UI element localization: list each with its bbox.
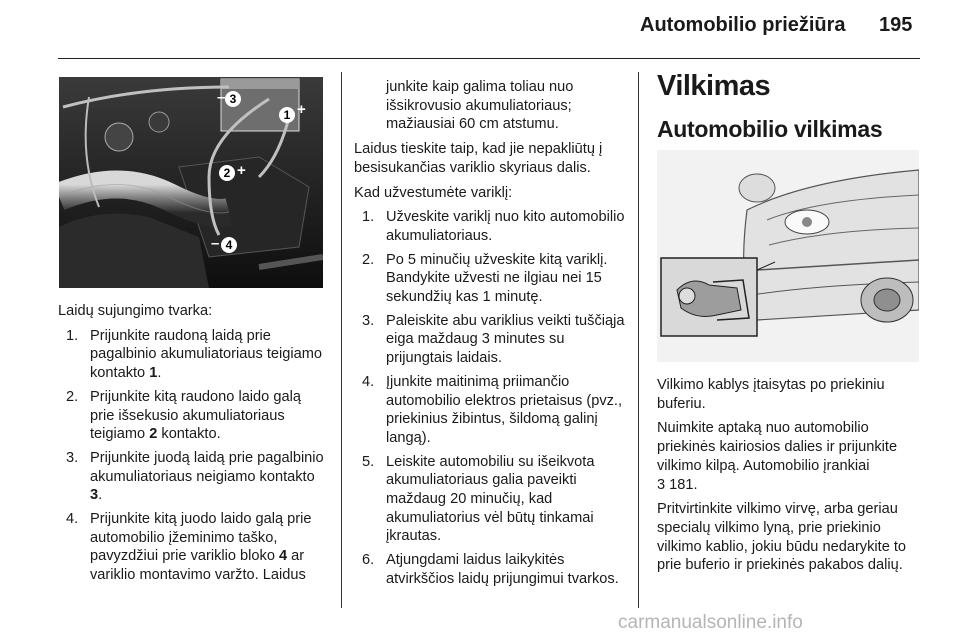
car-front-drawing xyxy=(657,150,919,362)
callout-2: 2 xyxy=(219,165,235,181)
list-item: 3. Prijunkite juodą laidą prie pagalbinio akumuliatoriaus neigiamo kontakto 3. xyxy=(66,449,324,504)
column-divider-left xyxy=(341,72,342,608)
start-steps xyxy=(354,208,630,588)
towing-rope-instructions: Pritvirtinkite vilkimo virvę, arba geriau specialų vilkimo lyną, prie priekinio vilkimo kablio, jokiu būdu nedarykite to prie buferio ir priekinės pakabos dalių. xyxy=(657,501,907,574)
subsection-heading: Automobilio vilkimas xyxy=(657,116,883,142)
page-number: 195 xyxy=(879,14,913,36)
routing-paragraph: Laidus tieskite taip, kad jie nepakliūtų į besisukančias variklio skyriaus dalis. xyxy=(354,141,603,176)
connection-steps xyxy=(58,327,328,585)
callout-3-sign: – xyxy=(217,89,226,106)
callout-2-sign: + xyxy=(237,162,246,179)
callout-1-sign: + xyxy=(297,101,306,118)
middle-column xyxy=(354,78,630,594)
list-item: 5. Leiskite automobiliu su išeikvota akumuliatoriaus galia paveikti maždaug 20 minučių, kad akumuliatorius vėl būtų tinkamai įkrautas. xyxy=(362,453,595,545)
list-item: 2. Po 5 minučių užveskite kitą variklį. Bandykite užvesti ne ilgiau nei 15 sekundžių kas 1 minutę. xyxy=(362,251,608,306)
list-item: 1. Prijunkite raudoną laidą prie pagalbinio akumuliatoriaus teigiamo kontakto 1. xyxy=(66,327,323,382)
left-column xyxy=(58,302,328,590)
list-item: 6. Atjungdami laidus laikykitės atvirkščios laidų prijungimui tvarkos. xyxy=(362,552,619,587)
callout-4: 4 xyxy=(221,237,237,253)
page-header-title: Automobilio priežiūra xyxy=(640,14,846,36)
connection-intro: Laidų sujungimo tvarka: xyxy=(58,303,213,319)
towing-illustration xyxy=(657,150,919,362)
column-divider-right xyxy=(638,72,639,608)
list-item: 2. Prijunkite kitą raudono laido galą prie išsekusio akumuliatoriaus teigiamo 2 kontakto. xyxy=(66,388,301,443)
continuation-text: junkite kaip galima toliau nuo išsikrovusio akumuliatoriaus; mažiausiai 60 cm atstumu. xyxy=(386,79,574,133)
callout-3: 3 xyxy=(225,91,241,107)
page-reference-arrow-icon: 3 xyxy=(657,476,666,493)
jump-start-illustration xyxy=(59,77,323,288)
section-heading: Vilkimas xyxy=(657,70,771,102)
list-item: 4. Įjunkite maitinimą priimančio automobilio elektros prietaisus (pvz., priekinius žibintus, šildomą galinį langą). xyxy=(362,373,623,446)
start-intro: Kad užvestumėte variklį: xyxy=(354,184,513,201)
list-item: 1. Užveskite variklį nuo kito automobilio akumuliatoriaus. xyxy=(362,209,625,244)
callout-4-sign: – xyxy=(211,235,220,252)
right-column xyxy=(657,376,921,581)
list-item: 4. Prijunkite kitą juodo laido galą prie automobilio įžeminimo taško, pavyzdžiui prie variklio bloko 4 ar variklio montavimo varžto. Laidus xyxy=(66,511,312,584)
watermark: carmanualsonline.info xyxy=(618,612,803,633)
page-reference-link[interactable]: 181. xyxy=(665,476,698,493)
header-divider xyxy=(58,58,920,59)
list-item: 3. Paleiskite abu variklius veikti tuščiąja eiga maždaug 3 minutes su prijungtais laidais. xyxy=(362,312,625,367)
towing-hook-location: Vilkimo kablys įtaisytas po priekiniu buferiu. xyxy=(657,377,885,412)
towing-eye-instructions: Nuimkite aptaką nuo automobilio priekinės kairiosios dalies ir prijunkite vilkimo kilpą. Automobilio įrankiai 3 181. xyxy=(657,420,898,493)
callout-1: 1 xyxy=(279,107,295,123)
